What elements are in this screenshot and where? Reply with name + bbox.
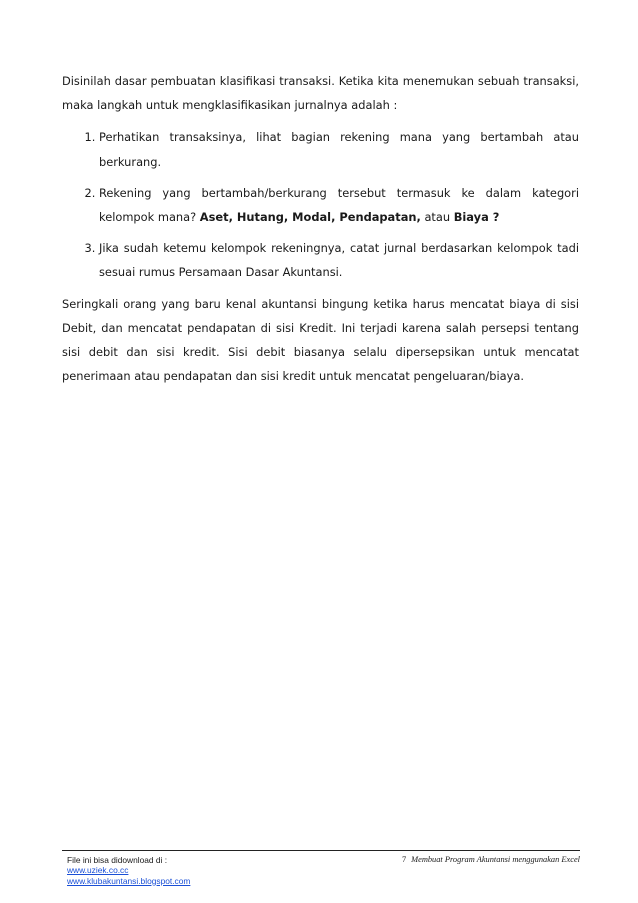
step-2-text: Rekening yang bertambah/berkurang tersebut termasuk ke dalam kategori kelompok mana?	[99, 185, 579, 225]
steps-list	[62, 125, 579, 284]
link-uziek[interactable]: www.uziek.co.cc	[67, 865, 129, 876]
step-2-categories: Aset, Hutang, Modal, Pendapatan,	[199, 210, 421, 225]
footer-download-info	[67, 855, 267, 886]
closing-paragraph: Seringkali orang yang baru kenal akuntansi bingung ketika harus mencatat biaya di sisi Debit, dan mencatat pendapatan di sisi Kredit. Ini terjadi karena salah persepsi tentang sisi debit dan sisi kredit. Sisi debit biasanya selalu dipersepsikan untuk mencatat penerimaan atau pendapatan dan sisi kredit untuk mencatat pengeluaran/biaya.	[62, 296, 579, 384]
document-title: Membuat Program Akuntansi menggunakan Excel	[411, 855, 580, 864]
link-klubakuntansi[interactable]: www.klubakuntansi.blogspot.com	[67, 875, 191, 886]
footer-divider	[62, 850, 580, 851]
download-label: File ini bisa didownload di :	[67, 855, 168, 865]
step-2-biaya: Biaya ?	[453, 210, 500, 225]
list-item	[99, 125, 579, 173]
intro-paragraph: Disinilah dasar pembuatan klasifikasi transaksi. Ketika kita menemukan sebuah transaksi, maka langkah untuk mengklasifikasikan jurnalnya adalah :	[62, 74, 579, 113]
step-1-text: Perhatikan transaksinya, lihat bagian rekening mana yang bertambah atau berkurang.	[99, 130, 579, 169]
list-item	[99, 236, 579, 284]
footer-page-info	[388, 855, 580, 865]
body-text	[62, 69, 579, 388]
page-number: 7	[401, 855, 407, 864]
step-3-text: Jika sudah ketemu kelompok rekeningnya, catat jurnal berdasarkan kelompok tadi sesuai rumus Persamaan Dasar Akuntansi.	[99, 241, 579, 280]
step-2-connector: atau	[420, 210, 454, 225]
list-item	[99, 181, 579, 229]
